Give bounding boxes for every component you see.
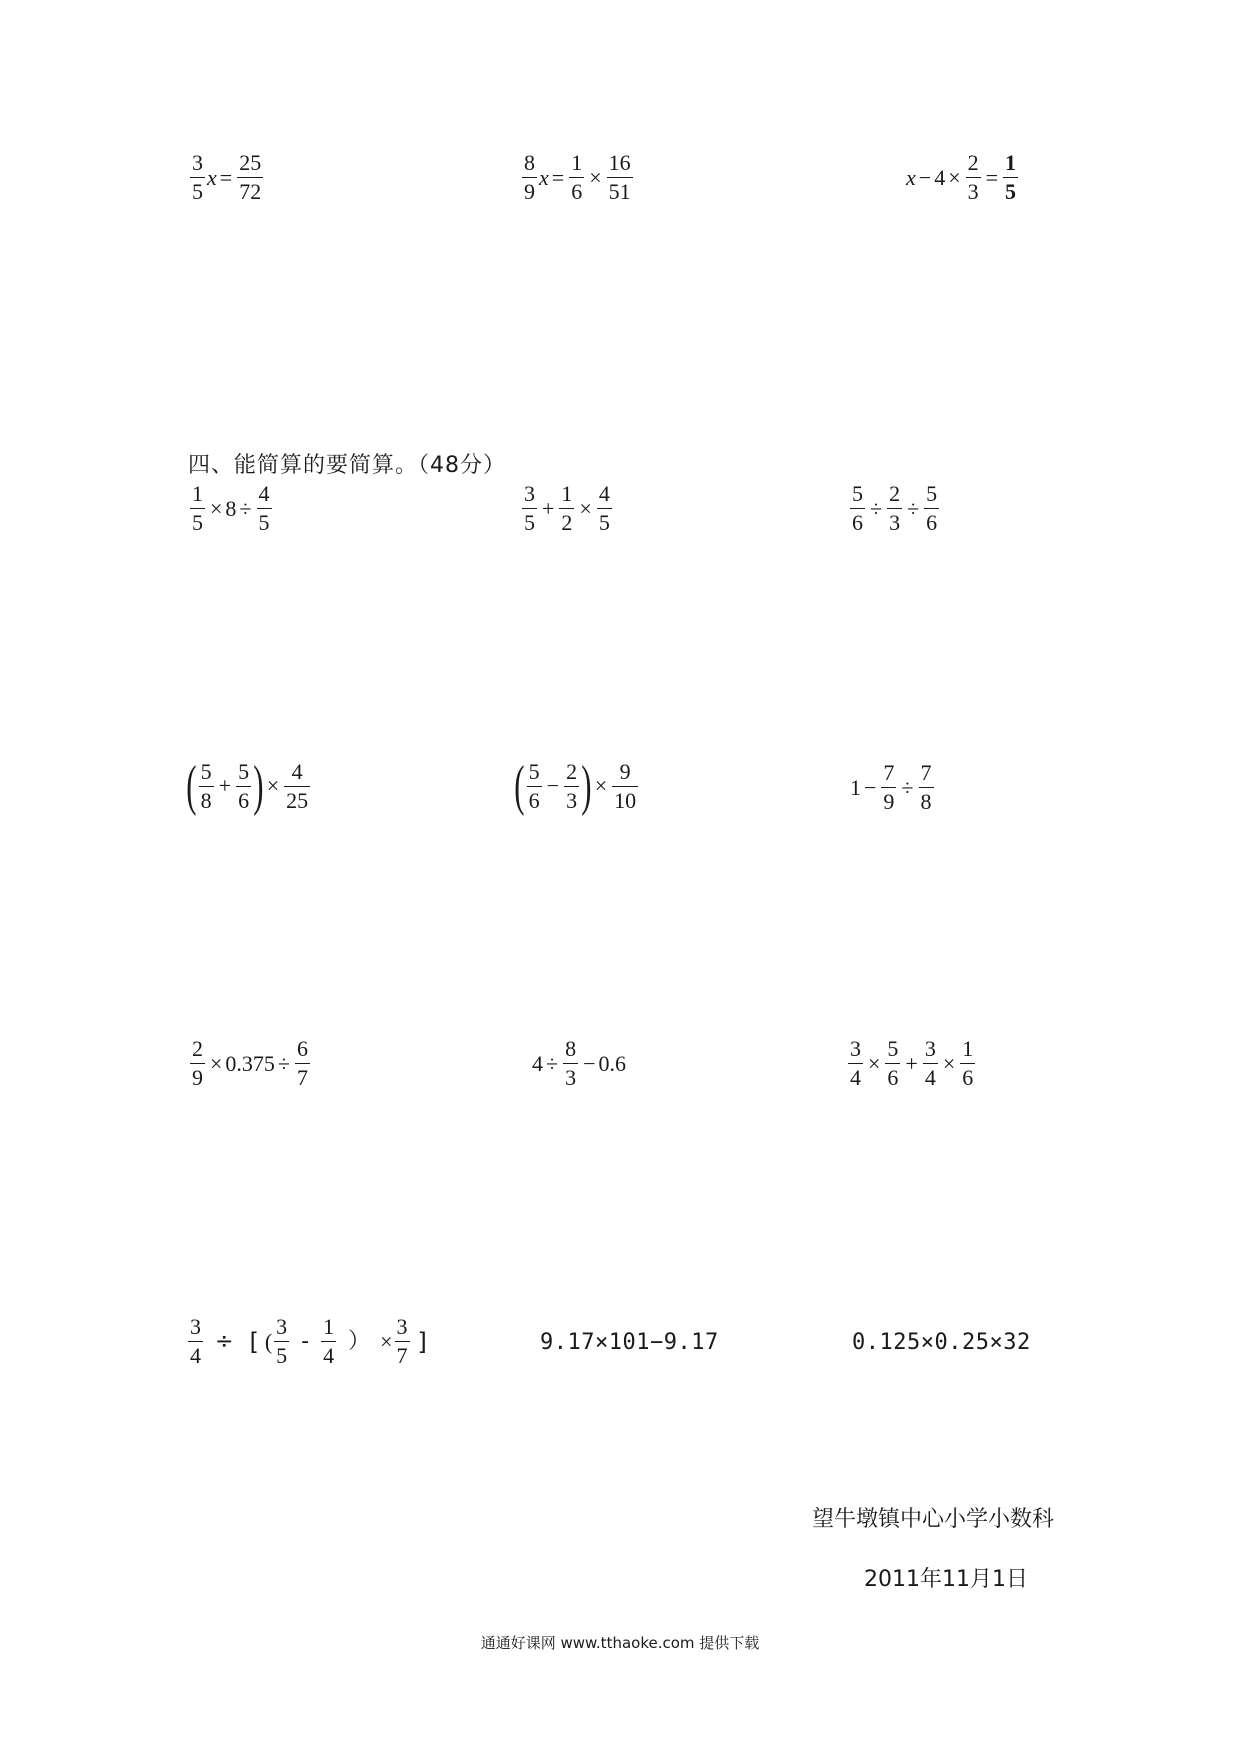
fraction: $\frac{5}{6}$ xyxy=(926,481,938,535)
fraction: $\frac{7}{9}$ xyxy=(883,760,895,814)
left-paren: ( xyxy=(514,755,525,817)
times-sign: × xyxy=(266,773,280,798)
equation-2 xyxy=(520,152,635,203)
fraction: $\frac{5}{6}$ xyxy=(528,758,540,813)
school-name: 望牛墩镇中心小学小数科 xyxy=(812,1507,1055,1532)
divide-sign: ÷ xyxy=(907,495,920,521)
problem-12: 0.125×0.25×32 xyxy=(852,1330,1031,1355)
times-sign: × xyxy=(210,495,223,521)
fraction: $\frac{2}{9}$ xyxy=(192,1036,203,1090)
problem-1 xyxy=(188,483,274,534)
problem-9 xyxy=(846,1038,977,1089)
fraction: $\frac{6}{7}$ xyxy=(297,1036,308,1090)
number: 4 xyxy=(934,164,946,190)
fraction: $\frac{3}{5}$ xyxy=(276,1314,288,1368)
plus-sign: + xyxy=(542,495,555,521)
equals-sign: = xyxy=(551,164,565,190)
number: 1 xyxy=(850,774,861,800)
fraction: $\frac{1}{5}$ xyxy=(1005,150,1017,204)
left-bracket: [ xyxy=(249,1327,259,1356)
fraction: $\frac{1}{2}$ xyxy=(561,481,573,535)
left-paren: ( xyxy=(264,1328,273,1354)
fraction: $\frac{5}{6}$ xyxy=(852,481,863,535)
footer-text: 通通好课网 www.tthaoke.com 提供下载 xyxy=(480,1634,760,1652)
problem-7 xyxy=(188,1038,312,1089)
fraction: $\frac{3}{7}$ xyxy=(396,1314,408,1368)
equation-3 xyxy=(906,152,1020,203)
minus-sign: − xyxy=(864,774,877,800)
divide-sign: ÷ xyxy=(546,1050,559,1076)
fraction: $\frac{5}{8}$ xyxy=(200,758,212,813)
fraction: $\frac{3}{4}$ xyxy=(850,1036,861,1090)
divide-sign: ÷ xyxy=(870,495,883,521)
problem-5 xyxy=(514,755,640,817)
divide-sign: ÷ xyxy=(277,1050,290,1076)
fraction: $\frac{1}{4}$ xyxy=(323,1314,335,1368)
right-paren: ) xyxy=(581,755,592,817)
fraction: $\frac{8}{9}$ xyxy=(524,150,535,204)
fraction: $\frac{5}{6}$ xyxy=(238,758,250,813)
variable-x: x xyxy=(906,164,916,190)
fraction: $\frac{7}{8}$ xyxy=(920,760,932,814)
equals-sign: = xyxy=(985,164,999,190)
number: 0.375 xyxy=(225,1050,275,1076)
equals-sign: = xyxy=(219,164,233,190)
variable-x: x xyxy=(207,164,217,190)
divide-sign: ÷ xyxy=(215,1328,234,1354)
fraction: $\frac{25}{72}$ xyxy=(239,150,262,204)
divide-sign: ÷ xyxy=(239,495,252,521)
times-sign: × xyxy=(594,773,608,798)
problem-6 xyxy=(850,762,936,813)
fraction: $\frac{3}{5}$ xyxy=(524,481,535,535)
fraction: $\frac{3}{5}$ xyxy=(192,150,203,204)
number: 8 xyxy=(225,495,237,521)
fraction: $\frac{8}{3}$ xyxy=(565,1036,577,1090)
fraction: $\frac{4}{25}$ xyxy=(286,758,309,813)
problem-4 xyxy=(186,755,312,817)
minus-sign: − xyxy=(583,1050,596,1076)
right-paren: ) xyxy=(253,755,264,817)
fraction: $\frac{5}{6}$ xyxy=(887,1036,899,1090)
fraction: $\frac{1}{6}$ xyxy=(962,1036,974,1090)
plus-sign: + xyxy=(905,1050,918,1076)
times-sign: × xyxy=(589,164,602,190)
problem-11: 9.17×101−9.17 xyxy=(540,1330,719,1355)
right-paren: ） xyxy=(348,1328,371,1354)
times-sign: × xyxy=(948,164,961,190)
times-sign: × xyxy=(380,1328,393,1354)
number: 0.6 xyxy=(598,1050,626,1076)
times-sign: × xyxy=(210,1050,223,1076)
times-sign: × xyxy=(579,495,592,521)
fraction: $\frac{3}{4}$ xyxy=(924,1036,936,1090)
left-paren: ( xyxy=(186,755,197,817)
fraction: $\frac{1}{5}$ xyxy=(192,481,203,535)
plus-sign: + xyxy=(218,773,232,798)
variable-x: x xyxy=(539,164,549,190)
divide-sign: ÷ xyxy=(901,774,914,800)
date: 2011年11月1日 xyxy=(864,1567,1028,1592)
minus-sign: − xyxy=(918,164,932,190)
fraction: $\frac{2}{3}$ xyxy=(967,150,979,204)
fraction: $\frac{9}{10}$ xyxy=(614,758,637,813)
right-bracket: ] xyxy=(417,1327,427,1356)
fraction: $\frac{4}{5}$ xyxy=(598,481,610,535)
fraction: $\frac{1}{6}$ xyxy=(571,150,583,204)
fraction: $\frac{2}{3}$ xyxy=(889,481,901,535)
fraction: $\frac{2}{3}$ xyxy=(566,758,578,813)
times-sign: × xyxy=(942,1050,956,1076)
fraction: $\frac{3}{4}$ xyxy=(190,1314,201,1368)
equation-1 xyxy=(188,152,265,203)
fraction: $\frac{16}{51}$ xyxy=(608,150,631,204)
times-sign: × xyxy=(868,1050,881,1076)
minus-sign: - xyxy=(301,1328,310,1354)
section-heading: 四、能简算的要简算。（48分） xyxy=(188,453,506,478)
minus-sign: − xyxy=(546,773,560,798)
number: 4 xyxy=(532,1050,543,1076)
problem-10 xyxy=(186,1316,433,1367)
problem-8 xyxy=(532,1038,626,1089)
problem-2 xyxy=(520,483,614,534)
fraction: $\frac{4}{5}$ xyxy=(258,481,270,535)
problem-3 xyxy=(848,483,941,534)
